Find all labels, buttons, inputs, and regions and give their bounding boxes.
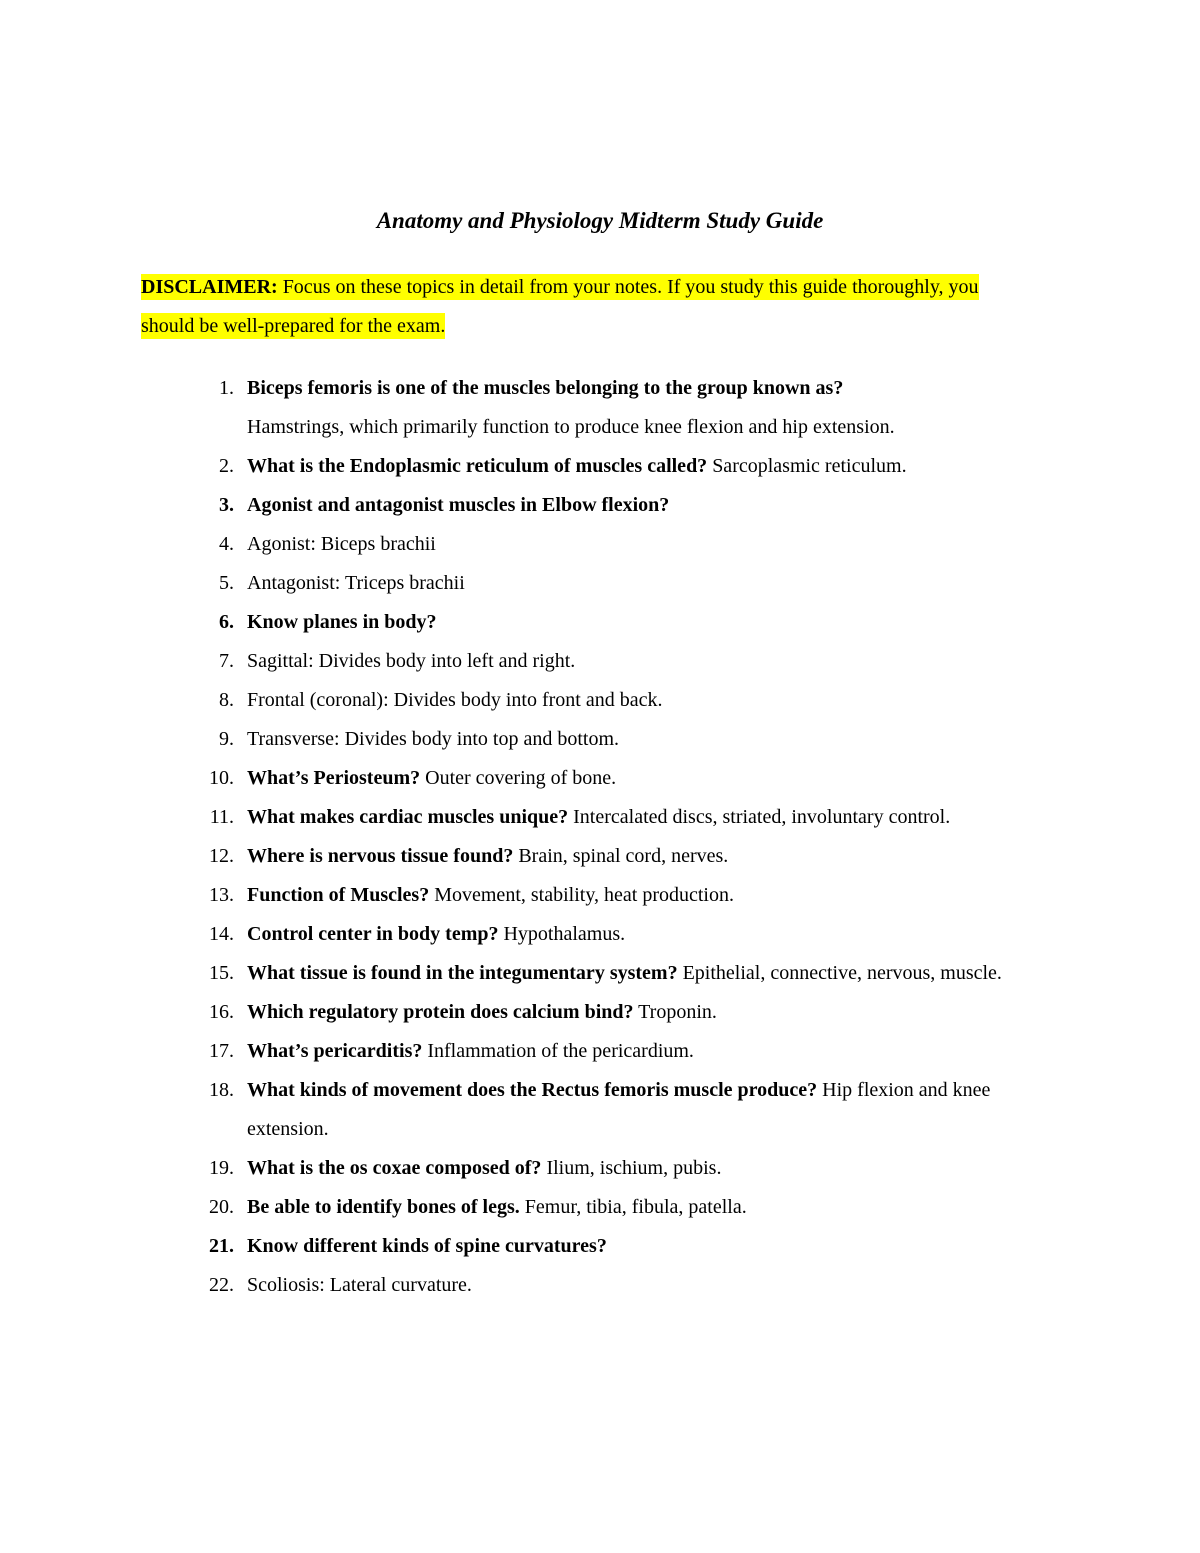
item-answer: Agonist: Biceps brachii [247, 533, 436, 555]
item-answer: Movement, stability, heat production. [429, 884, 734, 906]
list-item [0, 681, 1200, 720]
list-item [0, 915, 1200, 954]
item-body [247, 486, 1065, 525]
list-item [0, 369, 1200, 447]
item-body [247, 954, 1065, 993]
item-answer: Frontal (coronal): Divides body into front and back. [247, 689, 663, 711]
item-answer: Hypothalamus. [498, 923, 626, 945]
item-body [247, 876, 1065, 915]
item-number: 2. [219, 455, 234, 477]
item-body [247, 759, 1065, 798]
item-answer: Inflammation of the pericardium. [422, 1040, 694, 1062]
item-answer: Troponin. [633, 1001, 717, 1023]
item-question: What’s pericarditis? [247, 1040, 423, 1062]
list-item [0, 603, 1200, 642]
item-body [247, 1071, 1065, 1149]
item-question: Where is nervous tissue found? [247, 845, 514, 867]
item-body [247, 1188, 1065, 1227]
list-item [0, 1032, 1200, 1071]
list-item [0, 837, 1200, 876]
list-item [0, 876, 1200, 915]
item-answer: Scoliosis: Lateral curvature. [247, 1274, 472, 1296]
item-question: Know planes in body? [247, 611, 437, 633]
item-number: 4. [219, 533, 234, 555]
item-number: 19. [209, 1157, 234, 1179]
list-item [0, 447, 1200, 486]
item-answer: Ilium, ischium, pubis. [541, 1157, 722, 1179]
disclaimer-highlight [141, 274, 979, 339]
item-question: What is the Endoplasmic reticulum of muscles called? [247, 455, 708, 477]
item-number: 3. [219, 494, 234, 516]
list-item [0, 564, 1200, 603]
list-item [0, 1266, 1200, 1305]
disclaimer [141, 268, 1021, 346]
item-question: What is the os coxae composed of? [247, 1157, 542, 1179]
item-number: 22. [209, 1274, 234, 1296]
item-number: 11. [209, 806, 234, 828]
item-question: Control center in body temp? [247, 923, 499, 945]
item-question: Be able to identify bones of legs. [247, 1196, 520, 1218]
item-question: What tissue is found in the integumentary system? [247, 962, 678, 984]
item-answer: Sarcoplasmic reticulum. [707, 455, 907, 477]
item-body [247, 1227, 1065, 1266]
item-question: Which regulatory protein does calcium bind? [247, 1001, 634, 1023]
list-item [0, 993, 1200, 1032]
disclaimer-text: Focus on these topics in detail from your notes. If you study this guide thoroughly, you should be well-prepared for the exam. [141, 276, 979, 337]
item-answer: Transverse: Divides body into top and bottom. [247, 728, 620, 750]
item-question: What kinds of movement does the Rectus femoris muscle produce? [247, 1079, 818, 1101]
item-number: 6. [219, 611, 234, 633]
page-title: Anatomy and Physiology Midterm Study Guide [376, 208, 824, 233]
item-answer: Brain, spinal cord, nerves. [513, 845, 729, 867]
item-number: 1. [219, 377, 234, 399]
item-body [247, 837, 1065, 876]
list-item [0, 720, 1200, 759]
item-number: 12. [209, 845, 234, 867]
item-number: 9. [219, 728, 234, 750]
list-item [0, 525, 1200, 564]
list-item [0, 1188, 1200, 1227]
item-question: Function of Muscles? [247, 884, 430, 906]
item-body [247, 681, 1065, 720]
list-item [0, 1071, 1200, 1149]
list-item [0, 486, 1200, 525]
item-question: What makes cardiac muscles unique? [247, 806, 569, 828]
item-body [247, 1149, 1065, 1188]
item-question: What’s Periosteum? [247, 767, 421, 789]
item-number: 8. [219, 689, 234, 711]
item-body [247, 525, 1065, 564]
item-body [247, 642, 1065, 681]
item-number: 5. [219, 572, 234, 594]
item-answer: Hamstrings, which primarily function to produce knee flexion and hip extension. [247, 416, 895, 438]
item-number: 10. [209, 767, 234, 789]
item-body [247, 993, 1065, 1032]
list-item [0, 954, 1200, 993]
item-number: 18. [209, 1079, 234, 1101]
item-body [247, 798, 1065, 837]
list-item [0, 1149, 1200, 1188]
item-answer: Antagonist: Triceps brachii [247, 572, 465, 594]
item-question: Biceps femoris is one of the muscles belonging to the group known as? [247, 377, 844, 399]
list-item [0, 798, 1200, 837]
list-item [0, 759, 1200, 798]
item-number: 7. [219, 650, 234, 672]
disclaimer-lead: DISCLAIMER: [141, 276, 278, 298]
question-list [0, 369, 1200, 1305]
item-answer: Sagittal: Divides body into left and right. [247, 650, 576, 672]
item-number: 21. [209, 1235, 234, 1257]
item-body [247, 447, 1065, 486]
list-item [0, 642, 1200, 681]
item-number: 20. [209, 1196, 234, 1218]
item-body [247, 720, 1065, 759]
item-body [247, 564, 1065, 603]
item-answer: Femur, tibia, fibula, patella. [519, 1196, 747, 1218]
item-body [247, 1032, 1065, 1071]
item-body [247, 1266, 1065, 1305]
item-answer: Epithelial, connective, nervous, muscle. [677, 962, 1002, 984]
item-question: Agonist and antagonist muscles in Elbow flexion? [247, 494, 670, 516]
item-answer: Hip flexion and knee extension. [247, 1079, 991, 1140]
item-answer: Intercalated discs, striated, involuntary control. [568, 806, 951, 828]
item-number: 16. [209, 1001, 234, 1023]
item-body [247, 915, 1065, 954]
item-body [247, 369, 1065, 447]
list-item [0, 1227, 1200, 1266]
item-number: 13. [209, 884, 234, 906]
item-number: 17. [209, 1040, 234, 1062]
item-number: 15. [209, 962, 234, 984]
item-question: Know different kinds of spine curvatures? [247, 1235, 607, 1257]
item-number: 14. [209, 923, 234, 945]
item-answer: Outer covering of bone. [420, 767, 617, 789]
item-body [247, 603, 1065, 642]
